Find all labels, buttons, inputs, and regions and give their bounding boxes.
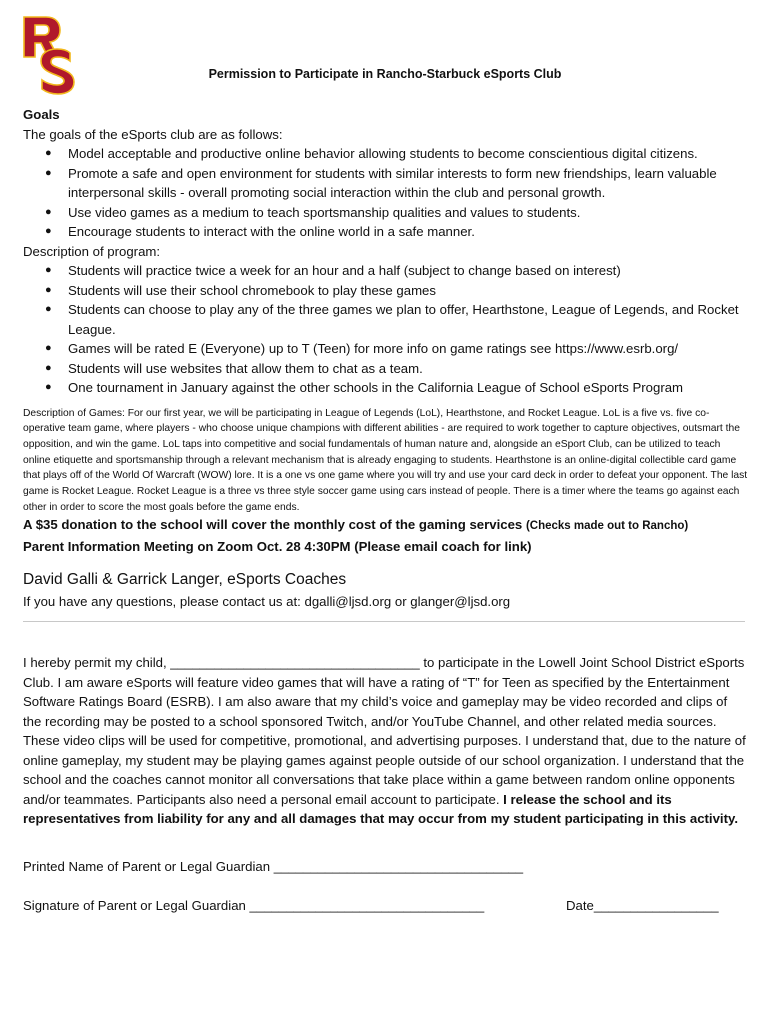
program-intro: Description of program: [23,243,161,259]
document-title: Permission to Participate in Rancho-Starbuck eSports Club [208,67,562,81]
games-description: Description of Games: For our first year, we will be participating in League of Legends (LoL), Hearthstone, and Rocket League. LoL is a five vs. five co-operative team game, where players - who choose unique champions with different abilities - are required to work together to capture objectives, outsmart the opposition, and win the game. LoL taps into competitive and social fundamentals of human nature and, alongside an eSport Club, can be utilized to teach online etiquette and sportsmanship through a relevant mechanism that is already engaging to students. Hearthstone is an online-digital collectible card game that plays off of the World Of Warcraft (WOW) lore. It is a one vs one game where you will try and use your card deck in order to defeat your opponent. The last game is Rocket League. Rocket League is a three vs three style soccer game using cars instead of people. There is a timer where the teams go against each other in order to score the most goals before the game ends. [23,407,748,513]
goals-list [23,144,748,242]
section-divider [23,621,745,622]
list-item: ● Encourage students to interact with the online world in a safe manner. [68,222,748,242]
rancho-starbuck-logo [22,13,78,95]
list-item: ● Games will be rated E (Everyone) up to T (Teen) for more info on game ratings see https://www.esrb.org/ [68,339,748,359]
coaches-name: David Galli & Garrick Langer, eSports Coaches [23,571,347,589]
list-item: ● Students will practice twice a week for an hour and a half (subject to change based on interest) [68,261,748,281]
goals-intro: The goals of the eSports club are as follows: [23,126,283,142]
donation-notice [23,515,748,537]
document-body [23,105,748,916]
list-item: ● Use video games as a medium to teach sportsmanship qualities and values to students. [68,203,748,223]
list-item: ● One tournament in January against the other schools in the California League of School eSports Program [68,378,748,398]
liability-release: I release the school and its representatives from liability for any and all damages that may occur from my student participating in this activity. [23,791,738,827]
list-item: ● Promote a safe and open environment for students with similar interests to form new friendships, learn valuable interpersonal skills - overall promoting social interaction within the club and personal growth. [68,164,748,203]
date-field[interactable]: Date_________________ [566,897,719,913]
list-item: ● Students will use websites that allow them to chat as a team. [68,359,748,379]
contact-info: If you have any questions, please contact us at: dgalli@ljsd.org or glanger@ljsd.org [23,594,511,610]
donation-check-note: (Checks made out to Rancho) [525,520,689,533]
permission-statement [23,653,748,829]
donation-text: A $35 donation to the school will cover the monthly cost of the gaming services [23,517,523,533]
permission-text: I hereby permit my child, __________________________________ to participate in the Lowell Joint School District eSports Club. I am aware eSports will feature video games that will have a rating of “T” for Teen as specified by the Entertainment Software Ratings Board (ESRB). I am also aware that my child’s voice and gameplay may be video recorded and clips of the recording may be posted to a school sponsored Twitch, and/or YouTube Channel, and other related media sources. These video clips will be used for competitive, promotional, and advertising purposes. I understand that, due to the nature of online gameplay, my student may be playing games against people outside of our school organization. I understand that the school and the coaches cannot monitor all conversations that take place within a game between random online opponents and/or teammates. Participants also need a personal email account to participate. [23,655,746,807]
printed-name-field[interactable]: Printed Name of Parent or Legal Guardian __________________________________ [23,858,524,874]
signature-row [23,896,748,916]
meeting-notice: Parent Information Meeting on Zoom Oct. 28 4:30PM (Please email coach for link) [23,538,532,554]
list-item: ● Students will use their school chromebook to play these games [68,281,748,301]
goals-heading: Goals [23,107,60,122]
list-item: ● Model acceptable and productive online behavior allowing students to become conscientious digital citizens. [68,144,748,164]
program-list [23,261,748,398]
signature-field[interactable]: Signature of Parent or Legal Guardian ________________________________ [23,897,485,913]
list-item: ● Students can choose to play any of the three games we plan to offer, Hearthstone, League of Legends, and Rocket League. [68,300,748,339]
